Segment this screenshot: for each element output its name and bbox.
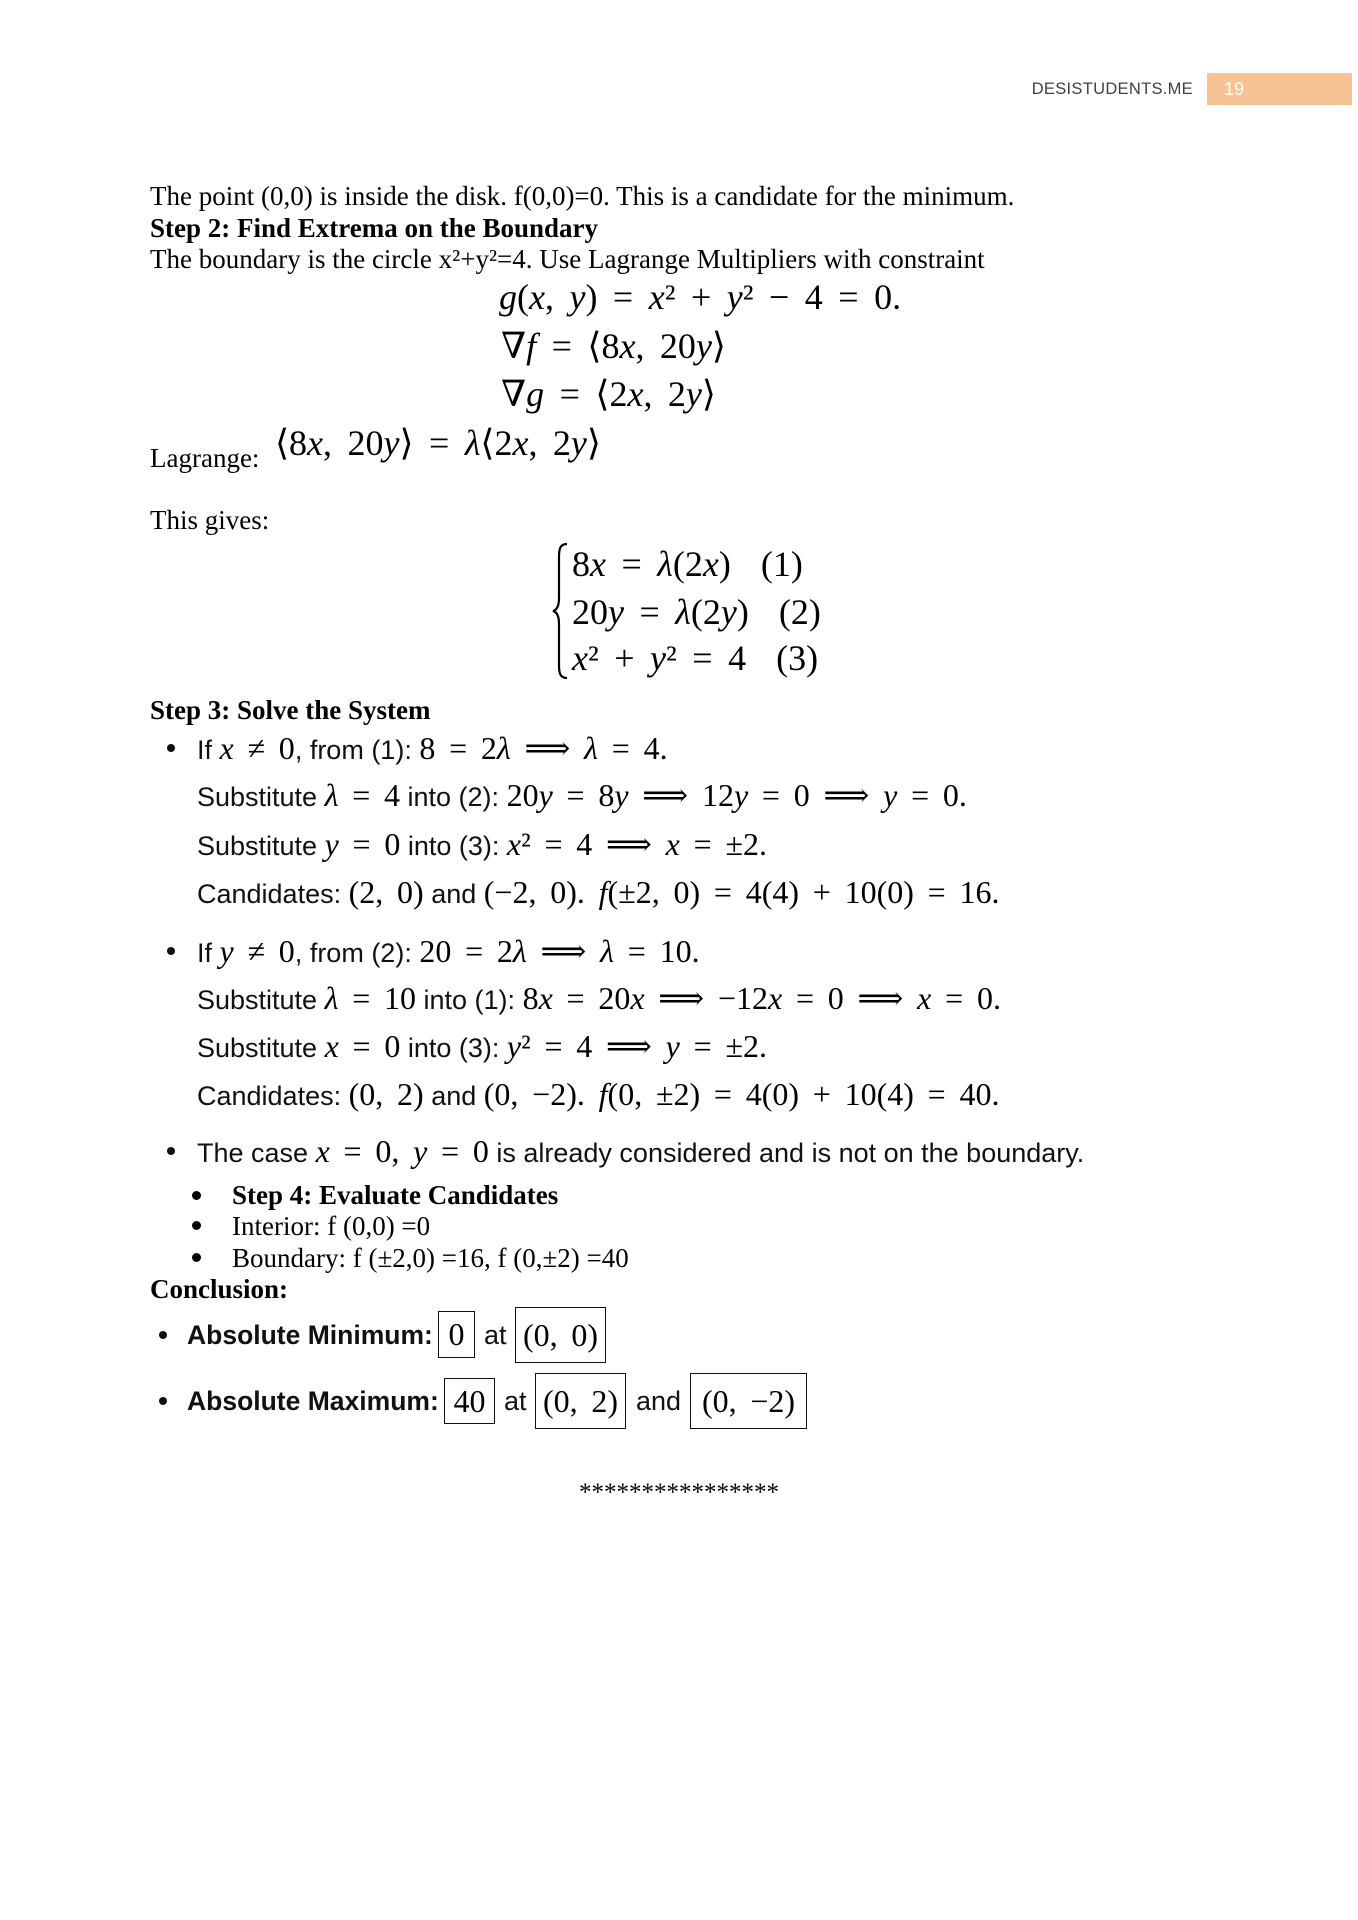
interior-candidate: Interior: f (0,0) =0 (232, 1211, 431, 1241)
line-text: If (197, 735, 220, 765)
maximum-point-1: (0, 2) (542, 1382, 619, 1419)
line-text: The case (197, 1138, 316, 1168)
line-math: x² = 4 ⟹ x = ±2. (506, 826, 768, 862)
bullet-dot (192, 1191, 201, 1200)
line-math: λ = 10 (324, 980, 417, 1016)
line-math: y = 0 (324, 826, 401, 862)
line-text: , from (1): (294, 735, 420, 765)
equation-tag: (3) (776, 638, 819, 678)
line-math: x = 0 (324, 1028, 401, 1064)
line-math: (0, −2). f(0, ±2) = 4(0) + 10(4) = 40. (483, 1076, 1000, 1112)
line-math: (0, 2) (348, 1076, 424, 1112)
case1-line3 (197, 824, 767, 864)
bullet-dot (167, 744, 175, 752)
intro-text: The point (0,0) is inside the disk. f(0,0)=0. This is a candidate for the minimum. (150, 181, 1015, 211)
line-math: 8 = 2λ ⟹ λ = 4. (419, 730, 668, 766)
line-text: Substitute (197, 831, 325, 861)
lagrange-label: Lagrange: (150, 443, 260, 473)
bullet-dot (159, 1397, 167, 1405)
maximum-value: 40 (453, 1382, 486, 1419)
bullet-dot (192, 1253, 201, 1262)
system-equation-3 (572, 636, 818, 680)
case2-line3 (197, 1026, 767, 1066)
conclusion-heading: Conclusion: (150, 1274, 289, 1304)
lagrange-equation: ⟨8x, 20y⟩ = λ⟨2x, 2y⟩ (275, 423, 601, 463)
equation-tag: (2) (778, 592, 821, 632)
site-name: DESISTUDENTS.ME (1031, 80, 1193, 98)
equation-expression: 8x = λ(2x) (572, 544, 731, 584)
bullet-dot (192, 1221, 201, 1230)
case1-line1 (197, 728, 668, 768)
maximum-at-text: at (504, 1386, 527, 1416)
line-text: into (3): (400, 1033, 507, 1063)
page-number-badge (1207, 73, 1352, 105)
bullet-dot (167, 1147, 175, 1155)
minimum-value: 0 (448, 1316, 465, 1352)
equation-expression: 20y = λ(2y) (572, 592, 749, 632)
line-text: Candidates: (197, 879, 349, 909)
case1-line4 (197, 872, 1000, 912)
line-math: y ≠ 0 (219, 933, 295, 969)
line-text: , from (2): (294, 938, 420, 968)
system-brace (551, 542, 569, 680)
maximum-and-text: and (636, 1386, 682, 1416)
case3-line1 (197, 1131, 1084, 1171)
gives-label: This gives: (150, 505, 270, 535)
equation-expression: x² + y² = 4 (572, 638, 747, 678)
line-text: and (423, 879, 484, 909)
line-text: Substitute (197, 782, 325, 812)
step2-heading: Step 2: Find Extrema on the Boundary (150, 213, 599, 243)
case1-line2 (197, 775, 967, 815)
gradient-f-equation: ∇f = ⟨8x, 20y⟩ (501, 326, 726, 366)
line-math: x = 0, y = 0 (315, 1133, 489, 1169)
step2-text: The boundary is the circle x²+y²=4. Use Lagrange Multipliers with constraint (150, 244, 985, 274)
line-math: 20 = 2λ ⟹ λ = 10. (419, 933, 700, 969)
line-text: into (2): (400, 782, 507, 812)
line-math: 8x = 20x ⟹ −12x = 0 ⟹ x = 0. (522, 980, 1001, 1016)
step4-heading: Step 4: Evaluate Candidates (232, 1180, 559, 1210)
boundary-candidates: Boundary: f (±2,0) =16, f (0,±2) =40 (232, 1243, 629, 1273)
line-text: is already considered and is not on the boundary. (488, 1138, 1085, 1168)
gradient-g-equation: ∇g = ⟨2x, 2y⟩ (501, 374, 716, 414)
maximum-point-box-2 (690, 1373, 807, 1429)
minimum-point: (0, 0) (522, 1316, 599, 1353)
bullet-dot (159, 1331, 167, 1339)
line-text: Substitute (197, 1033, 325, 1063)
line-text: If (197, 938, 220, 968)
line-text: into (1): (416, 985, 523, 1015)
page-number: 19 (1224, 79, 1245, 99)
maximum-value-box (444, 1378, 495, 1424)
minimum-at-text: at (484, 1320, 507, 1350)
section-separator: **************** (579, 1479, 779, 1506)
line-math: (2, 0) (348, 874, 424, 910)
line-math: x ≠ 0 (219, 730, 295, 766)
absolute-minimum-label: Absolute Minimum: (187, 1320, 433, 1350)
step3-heading: Step 3: Solve the System (150, 695, 431, 725)
absolute-maximum-label: Absolute Maximum: (187, 1386, 439, 1416)
case2-line4 (197, 1074, 1000, 1114)
line-math: (−2, 0). f(±2, 0) = 4(4) + 10(0) = 16. (483, 874, 1000, 910)
line-text: into (3): (400, 831, 507, 861)
line-text: and (423, 1081, 484, 1111)
maximum-point-2: (0, −2) (701, 1382, 796, 1419)
line-text: Candidates: (197, 1081, 349, 1111)
equation-tag: (1) (760, 544, 803, 584)
line-math: 20y = 8y ⟹ 12y = 0 ⟹ y = 0. (506, 777, 967, 813)
constraint-equation: g(x, y) = x² + y² − 4 = 0. (499, 277, 902, 317)
line-text: Substitute (197, 985, 325, 1015)
case2-line1 (197, 931, 700, 971)
minimum-point-box (515, 1307, 606, 1363)
line-math: λ = 4 (324, 777, 401, 813)
system-equation-1 (572, 542, 803, 586)
maximum-point-box-1 (535, 1373, 626, 1429)
case2-line2 (197, 978, 1001, 1018)
minimum-value-box (438, 1311, 475, 1358)
system-equation-2 (572, 590, 821, 634)
line-math: y² = 4 ⟹ y = ±2. (506, 1028, 768, 1064)
bullet-dot (167, 947, 175, 955)
